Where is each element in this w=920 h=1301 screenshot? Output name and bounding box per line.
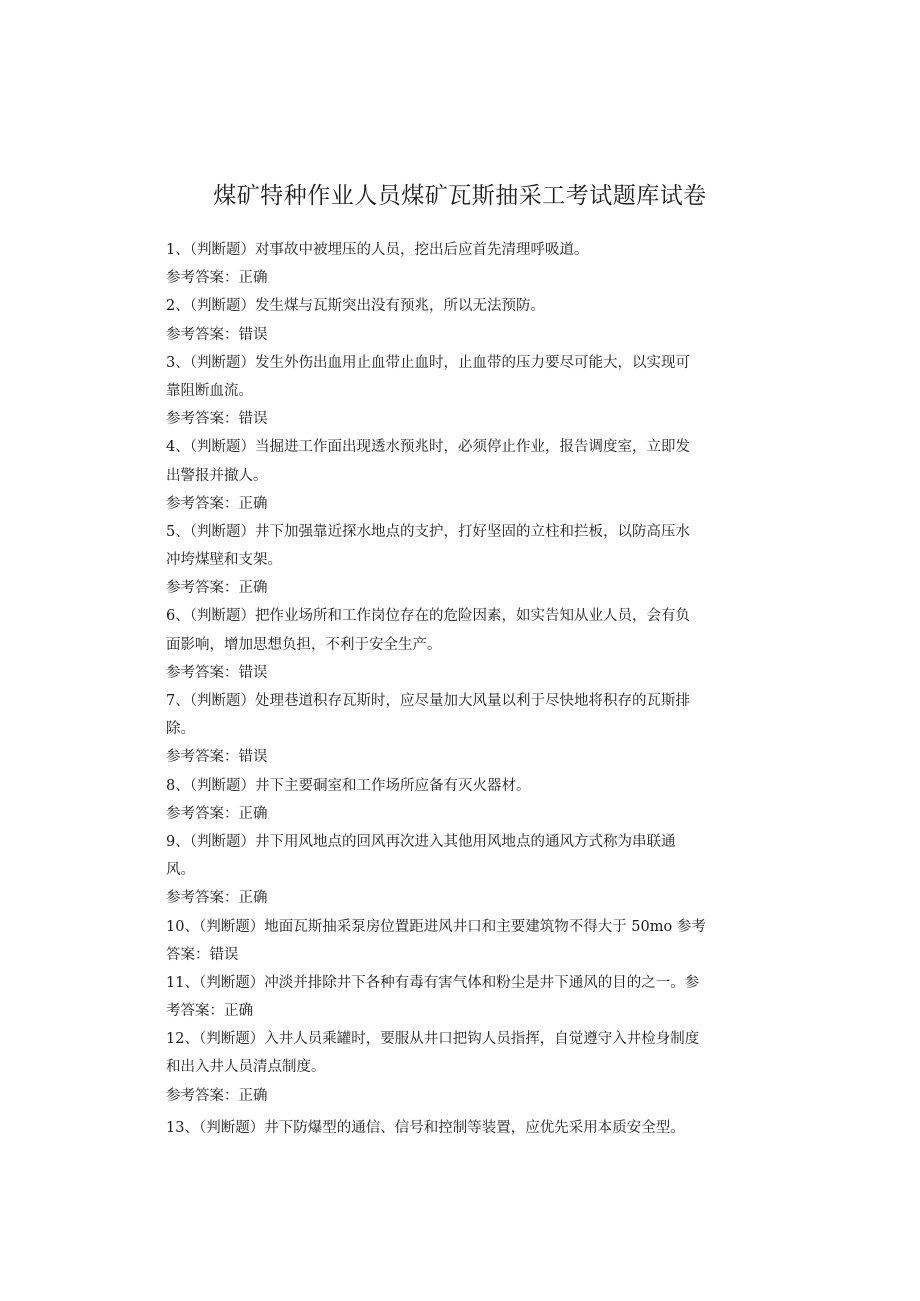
question-11-line-1: 11、（判断题）冲淡并排除井下各种有毒有害气体和粉尘是井下通风的目的之一。参: [166, 974, 700, 991]
question-6-line-1: 6、（判断题）把作业场所和工作岗位存在的危险因素，如实告知从业人员，会有负: [166, 608, 690, 625]
question-1-line-1: 1、（判断题）对事故中被埋压的人员，挖出后应首先清理呼吸道。: [166, 242, 589, 258]
question-13-line-1: 13、（判断题）井下防爆型的通信、信号和控制等装置，应优先采用本质安全型。: [166, 1119, 685, 1136]
question-5-line-2: 冲垮煤壁和支架。: [166, 552, 282, 569]
question-10-line-1: 10、（判断题）地面瓦斯抽采泵房位置距进风井口和主要建筑物不得大于 50mo 参考: [166, 918, 706, 935]
question-5-line-1: 5、（判断题）井下加强靠近探水地点的支护，打好坚固的立柱和拦板，以防高压水: [166, 523, 690, 540]
answer-3: 参考答案：错误: [166, 411, 268, 428]
question-11-line-2: 考答案：正确: [166, 1003, 253, 1020]
answer-2: 参考答案：错误: [166, 326, 268, 343]
question-10-line-2: 答案：错误: [166, 946, 239, 963]
answer-1: 参考答案：正确: [166, 270, 268, 287]
answer-8: 参考答案：正确: [166, 805, 268, 822]
answer-12: 参考答案：正确: [166, 1087, 268, 1104]
question-3-line-1: 3、（判断题）发生外伤出血用止血带止血时，止血带的压力要尽可能大，以实现可: [166, 354, 690, 371]
question-list: [166, 236, 746, 1142]
question-4-line-2: 出警报并撤人。: [166, 467, 268, 484]
question-2-line-1: 2、（判断题）发生煤与瓦斯突出没有预兆，所以无法预防。: [166, 298, 545, 315]
answer-7: 参考答案：错误: [166, 749, 268, 766]
document-title: 煤矿特种作业人员煤矿瓦斯抽采工考试题库试卷: [213, 183, 707, 209]
question-7-line-2: 除。: [166, 721, 195, 738]
answer-4: 参考答案：正确: [166, 495, 268, 512]
question-8-line-1: 8、（判断题）井下主要硐室和工作场所应备有灭火器材。: [166, 777, 531, 794]
answer-9: 参考答案：正确: [166, 890, 268, 907]
answer-6: 参考答案：错误: [166, 664, 268, 681]
question-9-line-2: 风。: [166, 862, 195, 879]
question-6-line-2: 面影响，增加思想负担，不利于安全生产。: [166, 636, 442, 653]
question-3-line-2: 靠阻断血流。: [166, 382, 253, 399]
question-12-line-1: 12、（判断题）入井人员乘罐时，要服从井口把钩人员指挥，自觉遵守入井检身制度: [166, 1031, 700, 1048]
question-7-line-1: 7、（判断题）处理巷道积存瓦斯时，应尽量加大风量以利于尽快地将积存的瓦斯排: [166, 693, 690, 709]
question-9-line-1: 9、（判断题）井下用风地点的回风再次进入其他用风地点的通风方式称为串联通: [166, 833, 676, 850]
question-12-line-2: 和出入井人员清点制度。: [166, 1059, 326, 1076]
answer-5: 参考答案：正确: [166, 580, 268, 597]
question-4-line-1: 4、（判断题）当掘进工作面出现透水预兆时，必须停止作业，报告调度室，立即发: [166, 439, 690, 456]
